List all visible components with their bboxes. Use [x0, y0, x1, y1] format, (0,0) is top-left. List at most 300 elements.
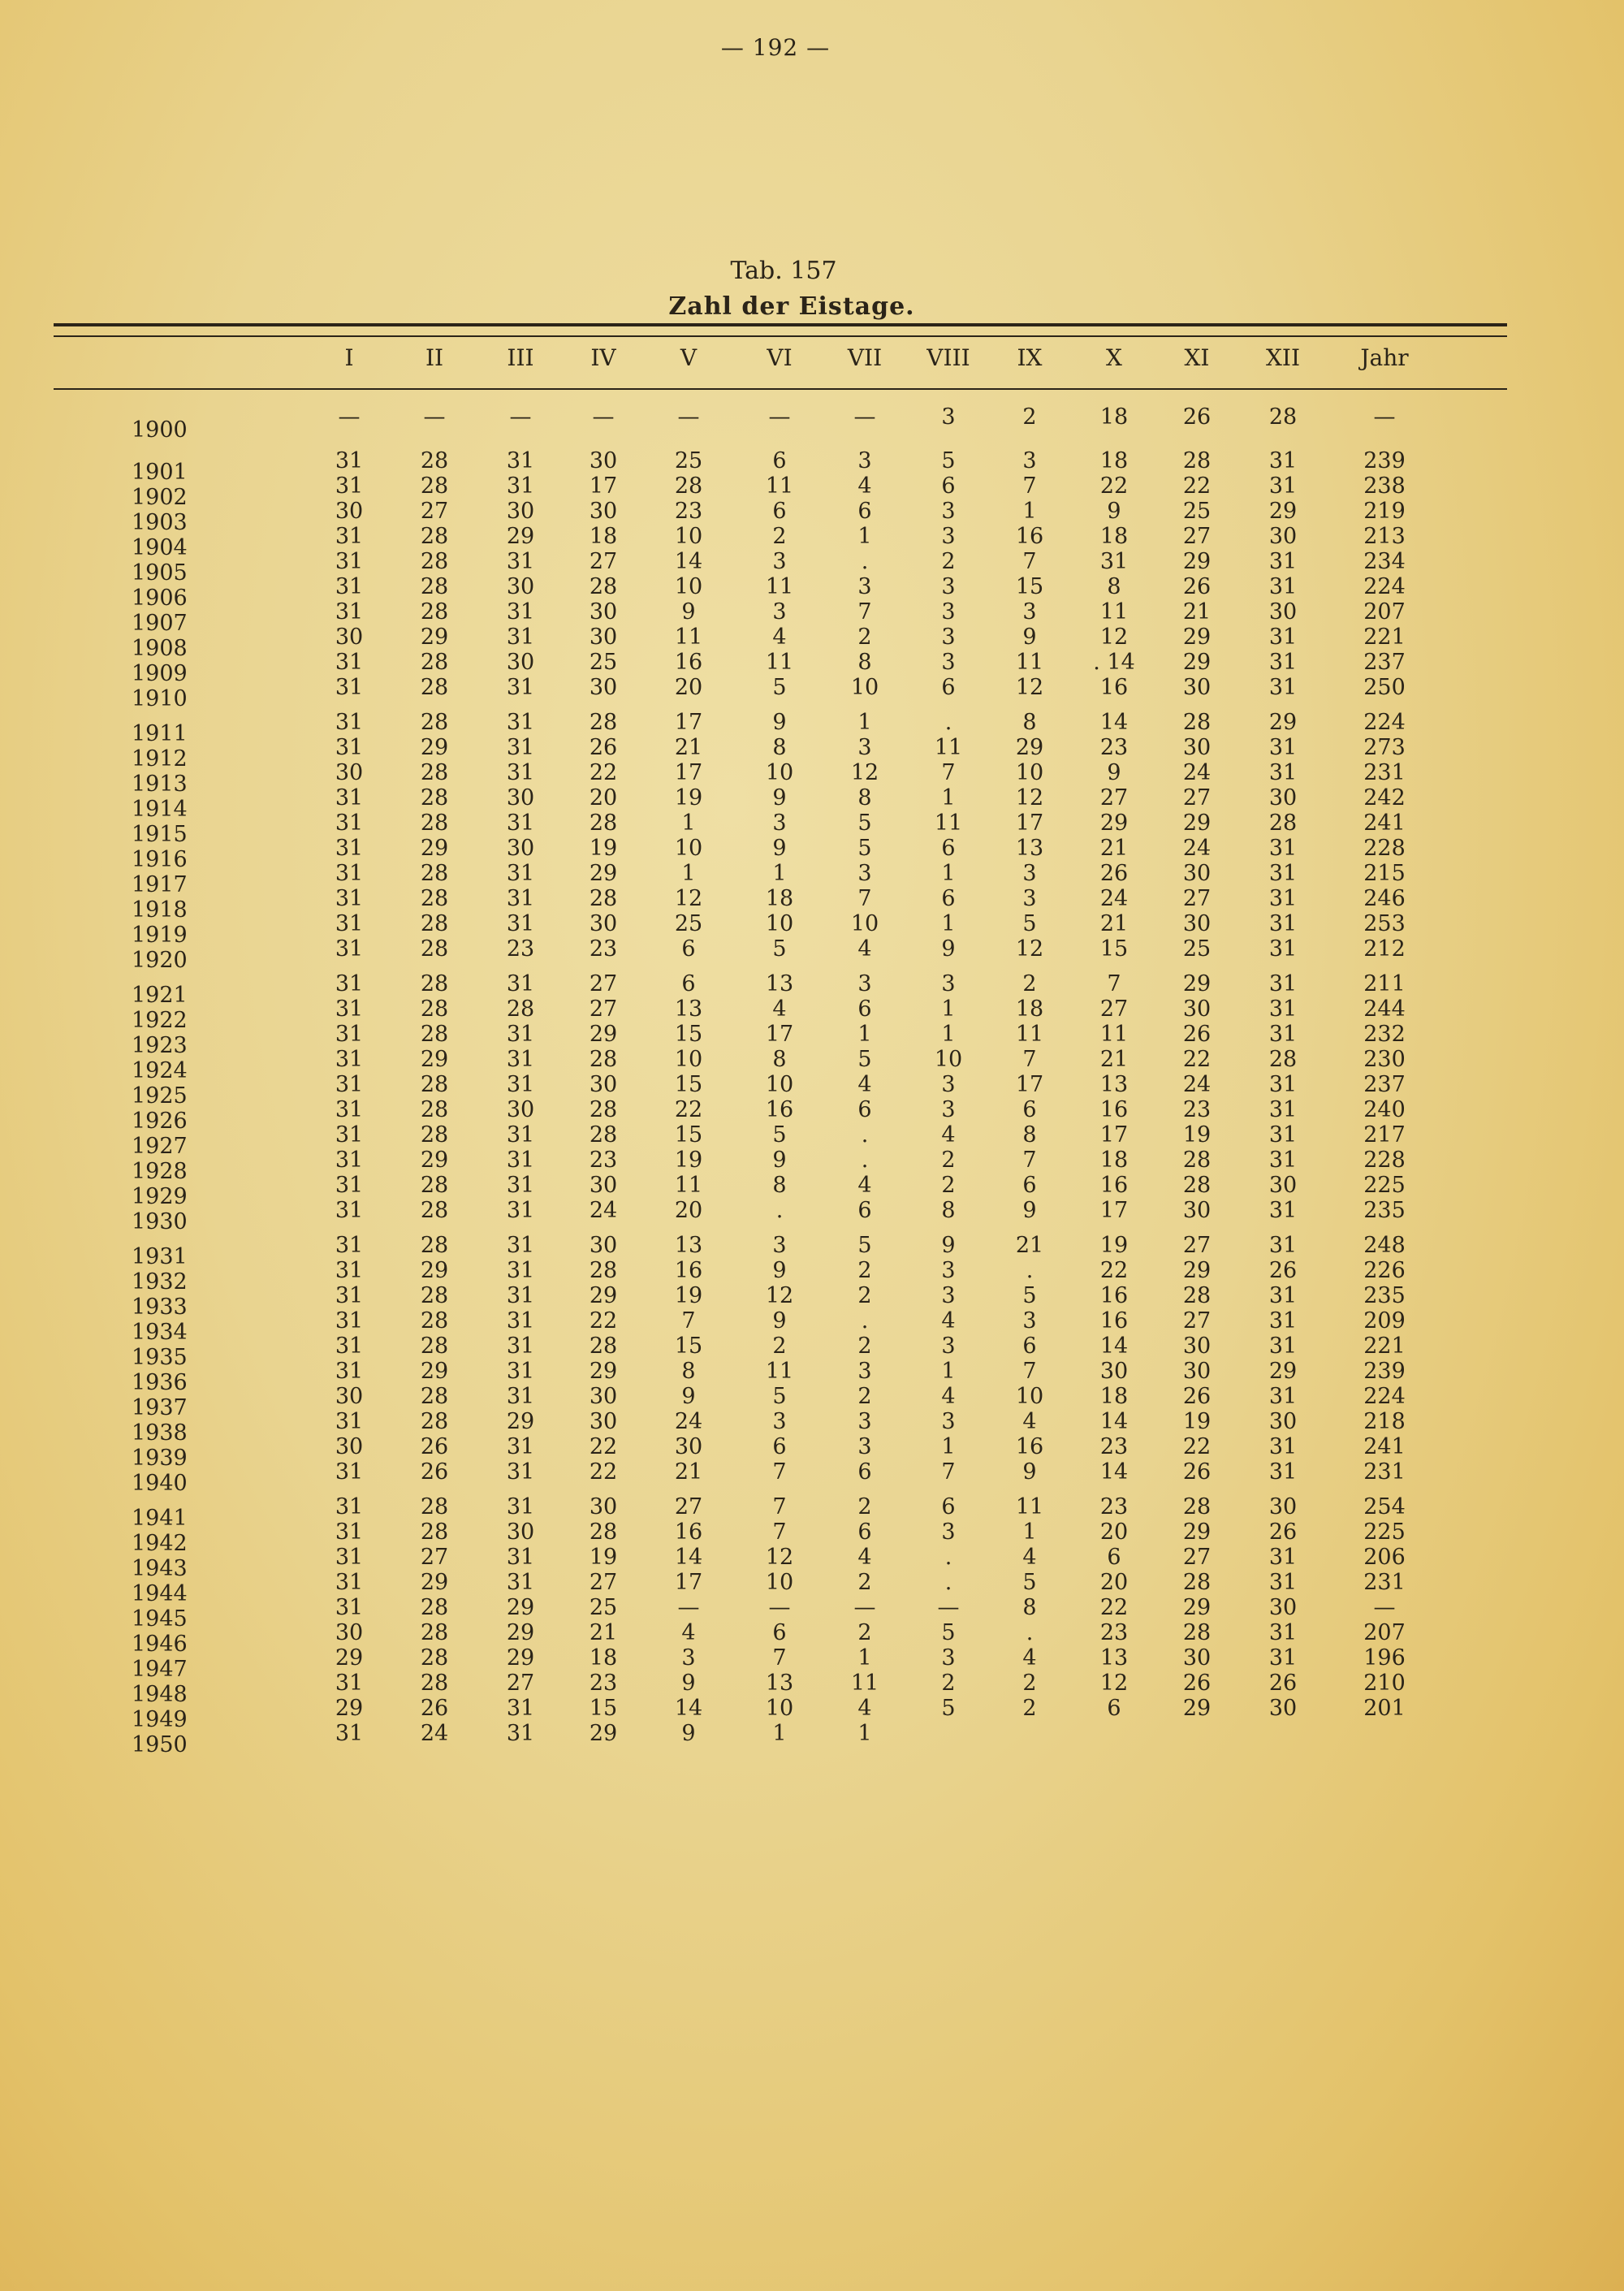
value-cell: 246	[1363, 886, 1406, 911]
value-cell: 11	[674, 625, 703, 650]
value-cell: 27	[589, 996, 618, 1022]
value-cell: 31	[335, 1148, 364, 1173]
value-cell: 27	[1182, 886, 1212, 911]
value-cell: —	[1373, 1595, 1396, 1620]
value-cell: 26	[589, 735, 618, 760]
value-cell: 23	[1099, 1434, 1129, 1459]
year-cell: 1937	[132, 1395, 188, 1420]
value-cell: 17	[674, 710, 703, 735]
value-cell: 30	[589, 1173, 618, 1198]
value-cell: 10	[765, 1696, 794, 1721]
value-cell: 30	[589, 1233, 618, 1258]
value-cell: 28	[1268, 1047, 1298, 1072]
value-cell: 29	[589, 1022, 618, 1047]
value-cell: 9	[772, 1308, 787, 1334]
value-cell: 31	[506, 861, 535, 886]
year-cell: 1902	[132, 485, 188, 510]
value-cell: 26	[1268, 1671, 1298, 1696]
value-cell: 28	[420, 1671, 449, 1696]
value-cell: 8	[941, 1198, 956, 1223]
value-cell: 8	[1022, 1595, 1037, 1620]
value-cell: 237	[1363, 650, 1406, 675]
value-cell: 11	[765, 650, 794, 675]
value-cell: 28	[589, 1334, 618, 1359]
value-cell: 30	[1182, 1359, 1212, 1384]
value-cell: 20	[674, 1198, 703, 1223]
value-cell: 27	[1182, 785, 1212, 810]
value-cell: 29	[589, 1359, 618, 1384]
year-cell: 1912	[132, 746, 188, 772]
value-cell: 6	[1107, 1545, 1121, 1570]
value-cell: .	[775, 1198, 784, 1223]
value-cell: 23	[674, 499, 703, 524]
value-cell: —	[768, 404, 791, 430]
value-cell: 17	[1015, 1072, 1044, 1097]
value-cell: 29	[1182, 1258, 1212, 1283]
value-cell: 12	[674, 886, 703, 911]
value-cell: 27	[589, 971, 618, 996]
column-header: XII	[1265, 344, 1301, 371]
value-cell: 28	[420, 911, 449, 936]
value-cell: 3	[941, 1334, 956, 1359]
value-cell: 4	[772, 625, 787, 650]
value-cell: 31	[506, 448, 535, 473]
value-cell: 1	[681, 861, 696, 886]
value-cell: 28	[420, 1198, 449, 1223]
value-cell: 4	[857, 473, 872, 499]
value-cell: .	[861, 1308, 869, 1334]
value-cell: 24	[1182, 836, 1212, 861]
value-cell: 11	[1015, 650, 1044, 675]
value-cell: 21	[1015, 1233, 1044, 1258]
value-cell: 30	[1182, 996, 1212, 1022]
value-cell: 23	[1182, 1097, 1212, 1122]
year-cell: 1939	[132, 1446, 188, 1471]
value-cell: 31	[506, 1545, 535, 1570]
value-cell: 31	[335, 936, 364, 962]
value-cell: 24	[674, 1409, 703, 1434]
table-title: Zahl der Eistage.	[668, 292, 915, 321]
value-cell: 29	[1182, 1696, 1212, 1721]
value-cell: 24	[420, 1721, 449, 1746]
year-cell: 1918	[132, 897, 188, 923]
value-cell: 1	[857, 710, 872, 735]
value-cell: 239	[1363, 1359, 1406, 1384]
value-cell: 26	[420, 1459, 449, 1485]
value-cell: 30	[335, 760, 364, 785]
value-cell: 31	[335, 1198, 364, 1223]
value-cell: 29	[420, 1148, 449, 1173]
value-cell: 19	[674, 1148, 703, 1173]
value-cell: 28	[420, 574, 449, 599]
value-cell: 31	[506, 710, 535, 735]
year-cell: 1940	[132, 1471, 188, 1496]
value-cell: 211	[1363, 971, 1406, 996]
value-cell: 2	[941, 1173, 956, 1198]
value-cell: 2	[1022, 404, 1037, 430]
value-cell: 28	[1182, 448, 1212, 473]
value-cell: 22	[589, 760, 618, 785]
value-cell: 22	[589, 1434, 618, 1459]
value-cell: 26	[1182, 404, 1212, 430]
year-cell: 1923	[132, 1033, 188, 1058]
value-cell: 9	[941, 1233, 956, 1258]
value-cell: 11	[1099, 599, 1129, 625]
value-cell: 14	[1099, 1459, 1129, 1485]
value-cell: 16	[674, 1519, 703, 1545]
value-cell: 3	[857, 1434, 872, 1459]
year-cell: 1947	[132, 1657, 188, 1682]
value-cell: —	[423, 404, 446, 430]
value-cell: 22	[1182, 1047, 1212, 1072]
value-cell: 30	[589, 1384, 618, 1409]
value-cell: 8	[772, 735, 787, 760]
value-cell: 2	[772, 524, 787, 549]
year-cell: 1914	[132, 797, 188, 822]
value-cell: 29	[420, 1359, 449, 1384]
value-cell: 27	[589, 1570, 618, 1595]
value-cell: .	[1026, 1258, 1034, 1283]
value-cell: 17	[1015, 810, 1044, 836]
year-cell: 1906	[132, 586, 188, 611]
value-cell: 31	[335, 836, 364, 861]
value-cell: 29	[420, 735, 449, 760]
value-cell: 28	[420, 1097, 449, 1122]
value-cell: 228	[1363, 836, 1406, 861]
value-cell: 1	[941, 1022, 956, 1047]
value-cell: 221	[1363, 1334, 1406, 1359]
value-cell: 30	[506, 785, 535, 810]
value-cell: 12	[765, 1545, 794, 1570]
value-cell: 3	[857, 1409, 872, 1434]
value-cell: 18	[1099, 1148, 1129, 1173]
value-cell: 232	[1363, 1022, 1406, 1047]
year-cell: 1905	[132, 560, 188, 586]
value-cell: 9	[772, 836, 787, 861]
value-cell: 3	[941, 1283, 956, 1308]
value-cell: 1	[772, 861, 787, 886]
value-cell: 9	[1107, 499, 1121, 524]
value-cell: 3	[1022, 1308, 1037, 1334]
value-cell: 31	[506, 760, 535, 785]
value-cell: 31	[1268, 735, 1298, 760]
year-cell: 1921	[132, 983, 188, 1008]
value-cell: 31	[1268, 1148, 1298, 1173]
value-cell: 28	[589, 1258, 618, 1283]
value-cell: 10	[674, 524, 703, 549]
value-cell: 23	[1099, 1494, 1129, 1519]
value-cell: 30	[335, 499, 364, 524]
year-cell: 1945	[132, 1606, 188, 1632]
value-cell: 11	[765, 473, 794, 499]
year-cell: 1938	[132, 1420, 188, 1446]
year-cell: 1900	[132, 417, 188, 443]
value-cell: 30	[589, 448, 618, 473]
value-cell: 4	[857, 1173, 872, 1198]
value-cell: 224	[1363, 1384, 1406, 1409]
value-cell: 30	[589, 1072, 618, 1097]
value-cell: 17	[765, 1022, 794, 1047]
value-cell: 29	[506, 1595, 535, 1620]
value-cell: 4	[857, 1696, 872, 1721]
value-cell: 28	[1182, 1173, 1212, 1198]
year-cell: 1909	[132, 661, 188, 686]
value-cell: 18	[765, 886, 794, 911]
value-cell: 17	[1099, 1122, 1129, 1148]
value-cell: 228	[1363, 1148, 1406, 1173]
value-cell: 2	[941, 1148, 956, 1173]
value-cell: 23	[1099, 1620, 1129, 1645]
value-cell: 28	[420, 1173, 449, 1198]
value-cell: 31	[335, 1721, 364, 1746]
value-cell: 28	[420, 785, 449, 810]
value-cell: 9	[772, 785, 787, 810]
value-cell: .	[1026, 1620, 1034, 1645]
value-cell: 10	[1015, 1384, 1044, 1409]
value-cell: 3	[857, 1359, 872, 1384]
value-cell: 28	[420, 650, 449, 675]
value-cell: 10	[850, 911, 879, 936]
year-cell: 1924	[132, 1058, 188, 1083]
value-cell: 28	[420, 710, 449, 735]
value-cell: 16	[1015, 524, 1044, 549]
value-cell: 31	[506, 1047, 535, 1072]
value-cell: 2	[857, 1334, 872, 1359]
value-cell: 28	[589, 1047, 618, 1072]
value-cell: 22	[1099, 1258, 1129, 1283]
value-cell: 31	[506, 599, 535, 625]
value-cell: 3	[1022, 861, 1037, 886]
value-cell: 30	[674, 1434, 703, 1459]
value-cell: 28	[1182, 1283, 1212, 1308]
value-cell: 28	[420, 1334, 449, 1359]
value-cell: —	[853, 404, 876, 430]
value-cell: 15	[674, 1122, 703, 1148]
value-cell: 22	[1182, 1434, 1212, 1459]
value-cell: 253	[1363, 911, 1406, 936]
value-cell: 12	[1099, 625, 1129, 650]
value-cell: 28	[674, 473, 703, 499]
value-cell: 8	[772, 1173, 787, 1198]
year-cell: 1915	[132, 822, 188, 847]
value-cell: 31	[335, 1595, 364, 1620]
value-cell: 30	[1182, 1198, 1212, 1223]
value-cell: 12	[765, 1283, 794, 1308]
column-header: V	[680, 344, 698, 371]
value-cell: 31	[335, 1671, 364, 1696]
value-cell: 30	[1268, 599, 1298, 625]
value-cell: 5	[857, 1047, 872, 1072]
value-cell: 4	[1022, 1545, 1037, 1570]
value-cell: 11	[934, 735, 963, 760]
value-cell: 30	[589, 599, 618, 625]
column-header: Jahr	[1360, 344, 1409, 371]
value-cell: 28	[420, 1283, 449, 1308]
value-cell: 235	[1363, 1283, 1406, 1308]
value-cell: 27	[1182, 1545, 1212, 1570]
value-cell: 10	[850, 675, 879, 700]
value-cell: 16	[674, 1258, 703, 1283]
value-cell: 9	[1022, 625, 1037, 650]
value-cell: 1	[857, 524, 872, 549]
value-cell: 31	[335, 473, 364, 499]
value-cell: 31	[335, 911, 364, 936]
value-cell: .	[944, 710, 952, 735]
value-cell: 1	[941, 911, 956, 936]
value-cell: 3	[941, 1097, 956, 1122]
year-cell: 1907	[132, 611, 188, 636]
value-cell: 29	[506, 524, 535, 549]
table-row	[0, 936, 1624, 973]
value-cell: 3	[941, 404, 956, 430]
value-cell: 29	[1182, 1519, 1212, 1545]
value-cell: 31	[1268, 625, 1298, 650]
value-cell: 31	[335, 599, 364, 625]
value-cell: 28	[589, 1097, 618, 1122]
value-cell: 31	[506, 1459, 535, 1485]
value-cell: 28	[420, 473, 449, 499]
value-cell: 20	[1099, 1570, 1129, 1595]
value-cell: 30	[335, 1434, 364, 1459]
value-cell: 23	[589, 1148, 618, 1173]
value-cell: 240	[1363, 1097, 1406, 1122]
value-cell: 31	[1268, 448, 1298, 473]
value-cell: 9	[681, 599, 696, 625]
value-cell: 31	[506, 1173, 535, 1198]
value-cell: 30	[589, 911, 618, 936]
value-cell: 1	[1022, 1519, 1037, 1545]
value-cell: 29	[335, 1645, 364, 1671]
value-cell: 4	[857, 936, 872, 962]
value-cell: 31	[335, 785, 364, 810]
value-cell: —	[853, 1595, 876, 1620]
value-cell: 28	[420, 936, 449, 962]
value-cell: 28	[589, 810, 618, 836]
header-bottom-rule	[54, 388, 1507, 390]
value-cell: 31	[506, 675, 535, 700]
value-cell: 31	[335, 1173, 364, 1198]
value-cell: 28	[420, 675, 449, 700]
page-number: — 192 —	[720, 34, 831, 61]
table-top-rule-thin	[54, 335, 1507, 337]
value-cell: 31	[1268, 1022, 1298, 1047]
year-cell: 1928	[132, 1159, 188, 1184]
value-cell: 3	[1022, 599, 1037, 625]
value-cell: 19	[674, 785, 703, 810]
value-cell: 31	[506, 1721, 535, 1746]
value-cell: 7	[941, 760, 956, 785]
value-cell: 28	[589, 1519, 618, 1545]
value-cell: 239	[1363, 448, 1406, 473]
value-cell: —	[677, 1595, 700, 1620]
value-cell: 19	[674, 1283, 703, 1308]
value-cell: 26	[1268, 1258, 1298, 1283]
value-cell: 2	[1022, 971, 1037, 996]
value-cell: 27	[420, 499, 449, 524]
value-cell: 4	[772, 996, 787, 1022]
value-cell: 31	[1268, 1308, 1298, 1334]
value-cell: 29	[506, 1645, 535, 1671]
value-cell: 28	[420, 524, 449, 549]
value-cell: .	[861, 1148, 869, 1173]
value-cell: 273	[1363, 735, 1406, 760]
value-cell: 31	[335, 448, 364, 473]
value-cell: 31	[506, 886, 535, 911]
value-cell: 31	[335, 524, 364, 549]
value-cell: 213	[1363, 524, 1406, 549]
value-cell: 15	[1015, 574, 1044, 599]
value-cell: 241	[1363, 810, 1406, 836]
value-cell: 19	[1182, 1122, 1212, 1148]
value-cell: 6	[941, 886, 956, 911]
value-cell: 3	[772, 1233, 787, 1258]
column-header: IX	[1017, 344, 1043, 371]
value-cell: 29	[506, 1409, 535, 1434]
value-cell: 26	[420, 1434, 449, 1459]
value-cell: 10	[765, 1072, 794, 1097]
value-cell: 7	[772, 1459, 787, 1485]
value-cell: —	[937, 1595, 960, 1620]
value-cell: 13	[674, 996, 703, 1022]
value-cell: 8	[857, 650, 872, 675]
value-cell: 31	[506, 1258, 535, 1283]
value-cell: 5	[772, 675, 787, 700]
value-cell: 29	[1099, 810, 1129, 836]
value-cell: 3	[941, 599, 956, 625]
value-cell: 31	[1268, 760, 1298, 785]
value-cell: 30	[506, 574, 535, 599]
value-cell: 9	[681, 1671, 696, 1696]
value-cell: 5	[1022, 911, 1037, 936]
value-cell: 31	[335, 1494, 364, 1519]
value-cell: 31	[1268, 836, 1298, 861]
value-cell: 12	[1015, 936, 1044, 962]
value-cell: 31	[335, 1409, 364, 1434]
value-cell: 6	[941, 1494, 956, 1519]
value-cell: 30	[1268, 1595, 1298, 1620]
value-cell: 29	[420, 625, 449, 650]
value-cell: 27	[589, 549, 618, 574]
value-cell: 28	[420, 599, 449, 625]
value-cell: 15	[674, 1334, 703, 1359]
table-top-rule	[54, 323, 1507, 326]
value-cell: 19	[1182, 1409, 1212, 1434]
value-cell: 9	[1022, 1459, 1037, 1485]
value-cell: 5	[857, 836, 872, 861]
value-cell: 31	[1268, 1334, 1298, 1359]
value-cell: 21	[1099, 911, 1129, 936]
value-cell: 31	[506, 1022, 535, 1047]
value-cell: 10	[674, 836, 703, 861]
value-cell: 22	[589, 1459, 618, 1485]
value-cell: 3	[941, 1519, 956, 1545]
value-cell: 30	[506, 650, 535, 675]
value-cell: 1	[681, 810, 696, 836]
value-cell: 28	[1182, 1148, 1212, 1173]
value-cell: 212	[1363, 936, 1406, 962]
value-cell: 31	[506, 1434, 535, 1459]
column-header: I	[344, 344, 354, 371]
value-cell: 27	[506, 1671, 535, 1696]
year-cell: 1934	[132, 1320, 188, 1345]
value-cell: 10	[934, 1047, 963, 1072]
value-cell: 31	[1268, 1620, 1298, 1645]
value-cell: 31	[1268, 911, 1298, 936]
value-cell: 30	[1268, 785, 1298, 810]
value-cell: —	[768, 1595, 791, 1620]
value-cell: 27	[1099, 785, 1129, 810]
value-cell: 23	[1099, 735, 1129, 760]
